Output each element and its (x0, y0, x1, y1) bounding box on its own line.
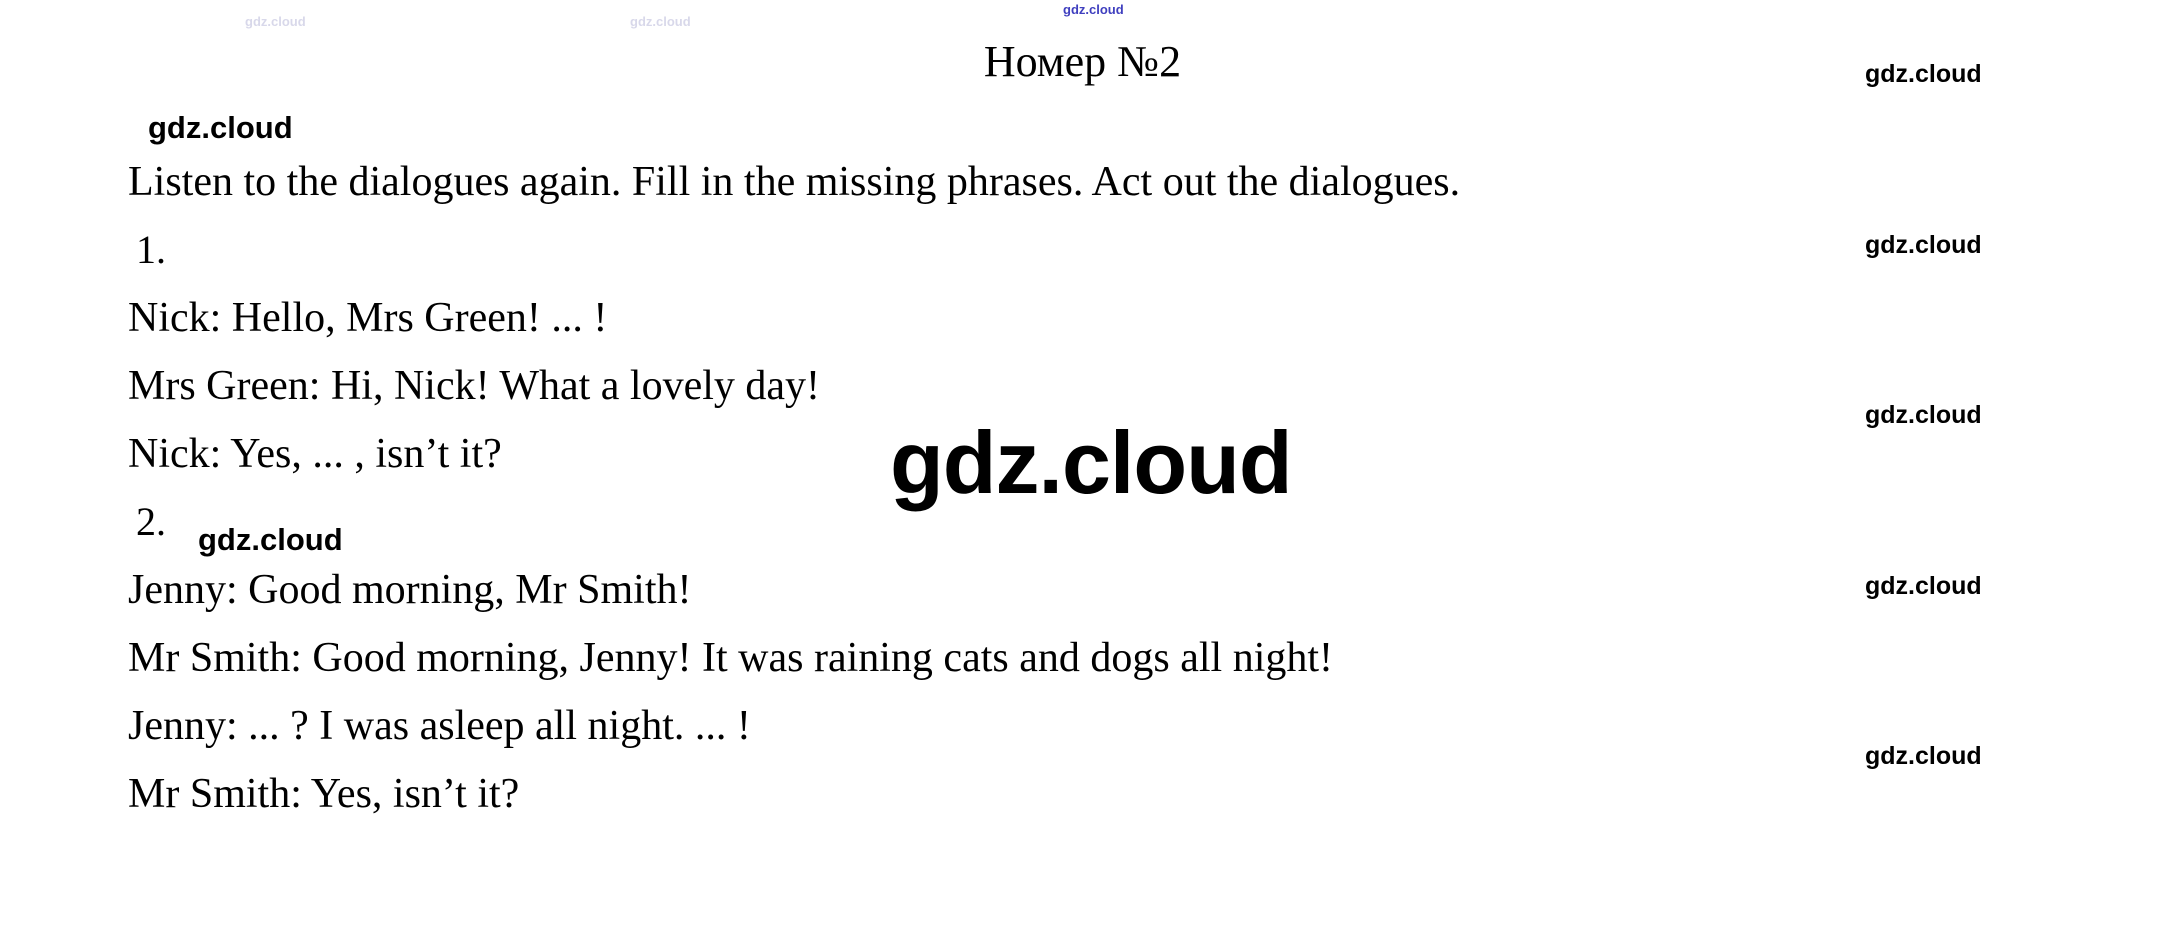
watermark-faint-mid: gdz.cloud (630, 14, 691, 29)
watermark-right-4: gdz.cloud (1865, 572, 1982, 600)
item-1-number: 1. (136, 227, 166, 272)
item-2-number: 2. (136, 499, 166, 544)
watermark-left-lower: gdz.cloud (198, 522, 343, 557)
page-title: Номер №2 (983, 37, 1182, 86)
item-2-line-3: Jenny: ... ? I was asleep all night. ... ! (128, 703, 751, 749)
instruction-text: Listen to the dialogues again. Fill in the missing phrases. Act out the dialogues. (128, 159, 1461, 205)
watermark-left-upper: gdz.cloud (148, 110, 293, 145)
item-2-line-1: Jenny: Good morning, Mr Smith! (128, 567, 692, 613)
watermark-top-center: gdz.cloud (1063, 2, 1124, 17)
item-2-line-2: Mr Smith: Good morning, Jenny! It was raining cats and dogs all night! (128, 635, 1334, 681)
item-1-line-2: Mrs Green: Hi, Nick! What a lovely day! (128, 363, 821, 409)
exercise-body (128, 148, 2028, 828)
watermark-faint-left: gdz.cloud (245, 14, 306, 29)
item-2-line-4: Mr Smith: Yes, isn’t it? (128, 771, 520, 817)
watermark-right-2: gdz.cloud (1865, 231, 1982, 259)
item-1-line-1: Nick: Hello, Mrs Green! ... ! (128, 295, 608, 341)
watermark-right-5: gdz.cloud (1865, 742, 1982, 770)
watermark-right-3: gdz.cloud (1865, 401, 1982, 429)
watermark-right-1: gdz.cloud (1865, 60, 1982, 88)
item-1-line-3: Nick: Yes, ... , isn’t it? (128, 431, 502, 477)
watermark-center-large: gdz.cloud (890, 413, 1292, 512)
